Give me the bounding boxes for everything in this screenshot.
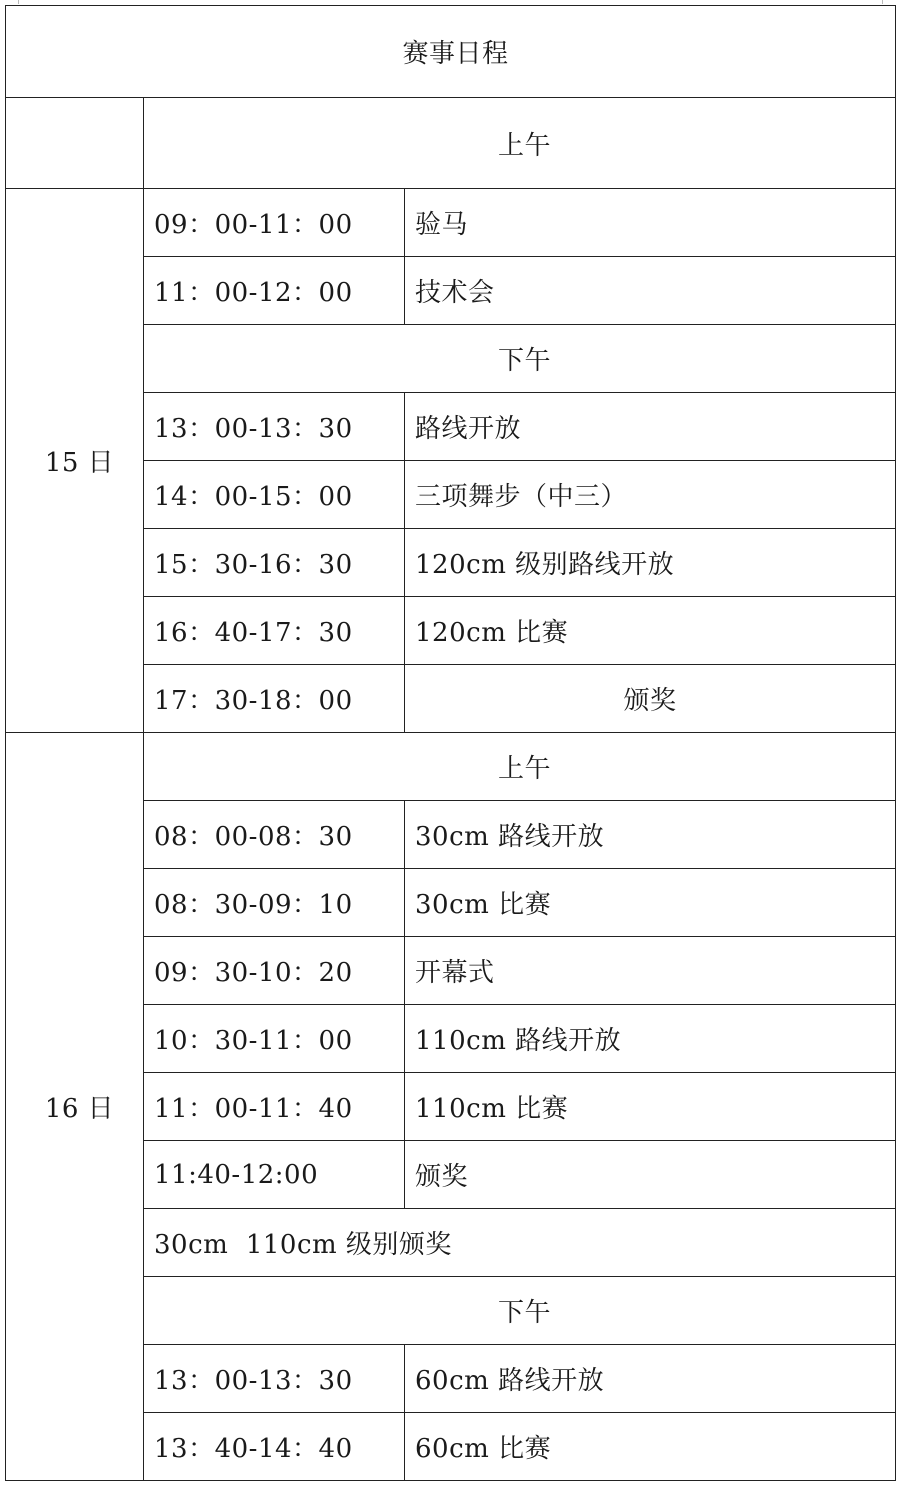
period-row [6,733,896,801]
event-cell: 开幕式 [405,937,896,1005]
event-cell: 30cm 路线开放 [405,801,896,869]
time-cell: 08：30-09：10 [144,869,405,937]
time-cell: 10：30-11：00 [144,1005,405,1073]
time-cell: 11：00-12：00 [144,257,405,325]
event-cell: 30cm 比赛 [405,869,896,937]
header-row [6,98,896,189]
period-label: 上午 [144,733,896,801]
event-cell: 60cm 路线开放 [405,1345,896,1413]
day-label: 16 日 [6,733,144,1481]
schedule-title: 赛事日程 [6,6,896,98]
event-cell: 120cm 级别路线开放 [405,529,896,597]
time-cell: 08：00-08：30 [144,801,405,869]
period-label: 上午 [144,98,896,189]
event-cell: 60cm 比赛 [405,1413,896,1481]
time-cell: 11:40-12:00 [144,1141,405,1209]
event-cell: 110cm 路线开放 [405,1005,896,1073]
top-right-tick [882,0,883,4]
table-row [6,189,896,257]
event-cell: 验马 [405,189,896,257]
event-cell: 技术会 [405,257,896,325]
schedule-table [5,5,896,1481]
merged-cell: 30cm 110cm 级别颁奖 [144,1209,896,1277]
event-cell: 路线开放 [405,393,896,461]
event-cell: 120cm 比赛 [405,597,896,665]
event-cell: 颁奖 [405,1141,896,1209]
time-cell: 13：00-13：30 [144,393,405,461]
period-label: 下午 [144,325,896,393]
time-cell: 13：00-13：30 [144,1345,405,1413]
day-label: 15 日 [6,189,144,733]
header-blank-cell [6,98,144,189]
event-cell: 颁奖 [405,665,896,733]
schedule-page [5,5,896,1481]
time-cell: 11：00-11：40 [144,1073,405,1141]
top-left-tick [18,0,19,4]
time-cell: 17：30-18：00 [144,665,405,733]
period-label: 下午 [144,1277,896,1345]
time-cell: 09：00-11：00 [144,189,405,257]
time-cell: 16：40-17：30 [144,597,405,665]
time-cell: 13：40-14：40 [144,1413,405,1481]
title-row [6,6,896,98]
time-cell: 09：30-10：20 [144,937,405,1005]
time-cell: 15：30-16：30 [144,529,405,597]
event-cell: 110cm 比赛 [405,1073,896,1141]
event-cell: 三项舞步（中三） [405,461,896,529]
time-cell: 14：00-15：00 [144,461,405,529]
